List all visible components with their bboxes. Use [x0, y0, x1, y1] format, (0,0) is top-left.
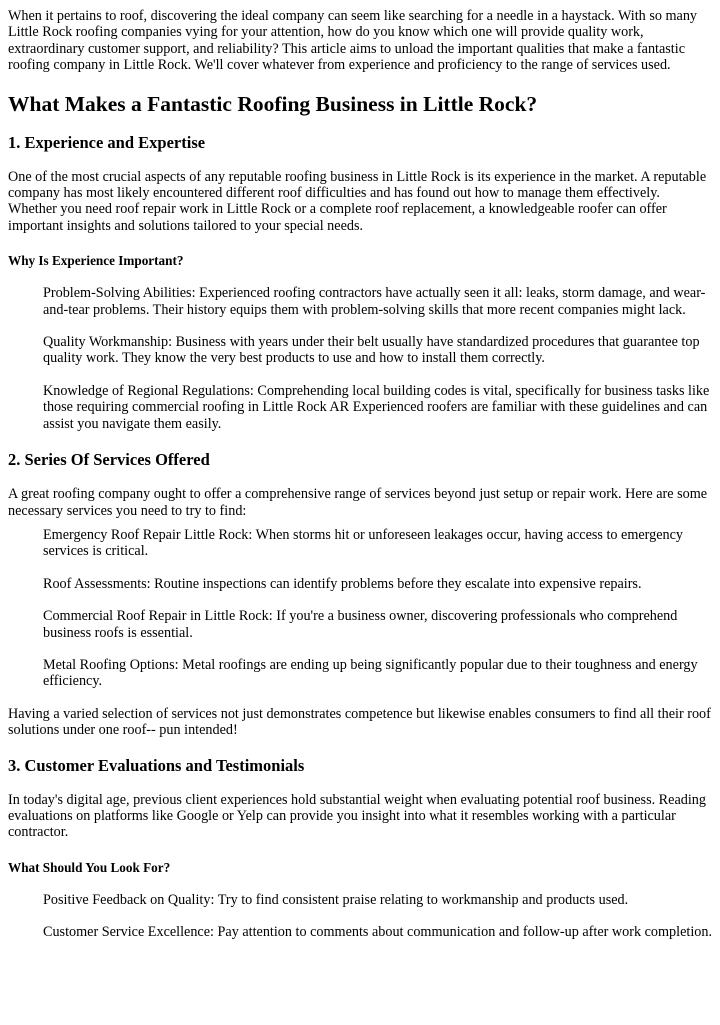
section-2-title: 2. Series Of Services Offered: [8, 450, 210, 470]
section-3-subtitle: What Should You Look For?: [8, 859, 171, 875]
section-1-body: One of the most crucial aspects of any reputable roofing business in Little Rock is its experience in the market. A reputable company has most likely encountered different roof difficulties and has found out how to manage them effectively. Whether you need roof repair work in Little Rock or a complete roof replacement, a knowledgeable roofer can offer important insights and solutions tailored to your special needs.: [8, 168, 707, 234]
intro-paragraph: When it pertains to roof, discovering the ideal company can seem like searching for a needle in a haystack. With so many Little Rock roofing companies vying for your attention, how do you know which one will provide quality work, extraordinary customer support, and reliability? This article aims to unload the important qualities that make a fantastic roofing company in Little Rock. We'll cover whatever from experience and proficiency to the range of services used.: [8, 8, 698, 74]
section-1-subtitle: Why Is Experience Important?: [8, 253, 184, 269]
main-title: What Makes a Fantastic Roofing Business in Little Rock?: [8, 91, 538, 116]
list-item: Positive Feedback on Quality: Try to find consistent praise relating to workmanship and products used.: [43, 891, 629, 908]
list-item: Problem-Solving Abilities: Experienced roofing contractors have actually seen it all: leaks, storm damage, and wear-and-tear problems. Their history equips them with problem-solving skills that more recent companies might lack.: [43, 285, 706, 318]
list-item: Commercial Roof Repair in Little Rock: If you're a business owner, discovering professionals who comprehend business roofs is essential.: [43, 608, 678, 641]
list-item: Knowledge of Regional Regulations: Comprehending local building codes is vital, specifically for business tasks like those requiring commercial roofing in Little Rock AR Experienced roofers are familiar with these guidelines and can assist you navigate them easily.: [43, 382, 710, 432]
section-3-body: In today's digital age, previous client experiences hold substantial weight when evaluating potential roof business. Reading evaluations on platforms like Google or Yelp can provide you insight into what it resembles working with a particular contractor.: [8, 791, 706, 841]
section-2-closing: Having a varied selection of services not just demonstrates competence but likewise enables consumers to find all their roof solutions under one roof-- pun intended!: [8, 705, 711, 739]
section-2-body: A great roofing company ought to offer a comprehensive range of services beyond just setup or repair work. Here are some necessary services you need to try to find:: [8, 486, 708, 519]
list-item: Customer Service Excellence: Pay attention to comments about communication and follow-up after work completion.: [43, 924, 712, 941]
list-item: Roof Assessments: Routine inspections can identify problems before they escalate into expensive repairs.: [43, 575, 642, 592]
section-3-list: [43, 892, 712, 941]
article: [0, 8, 720, 941]
list-item: Metal Roofing Options: Metal roofings are ending up being significantly popular due to their toughness and energy efficiency.: [43, 656, 698, 690]
list-item: Emergency Roof Repair Little Rock: When storms hit or unforeseen leakages occur, having access to emergency services is critical.: [43, 526, 684, 560]
section-3-title: 3. Customer Evaluations and Testimonials: [8, 755, 305, 775]
list-item: Quality Workmanship: Business with years under their belt usually have standardized procedures that guarantee top quality work. They know the very best products to use and how to install them correctly.: [43, 334, 700, 367]
section-2-list: [43, 527, 712, 690]
section-1-list: [43, 285, 712, 432]
section-1-title: 1. Experience and Expertise: [8, 132, 206, 152]
